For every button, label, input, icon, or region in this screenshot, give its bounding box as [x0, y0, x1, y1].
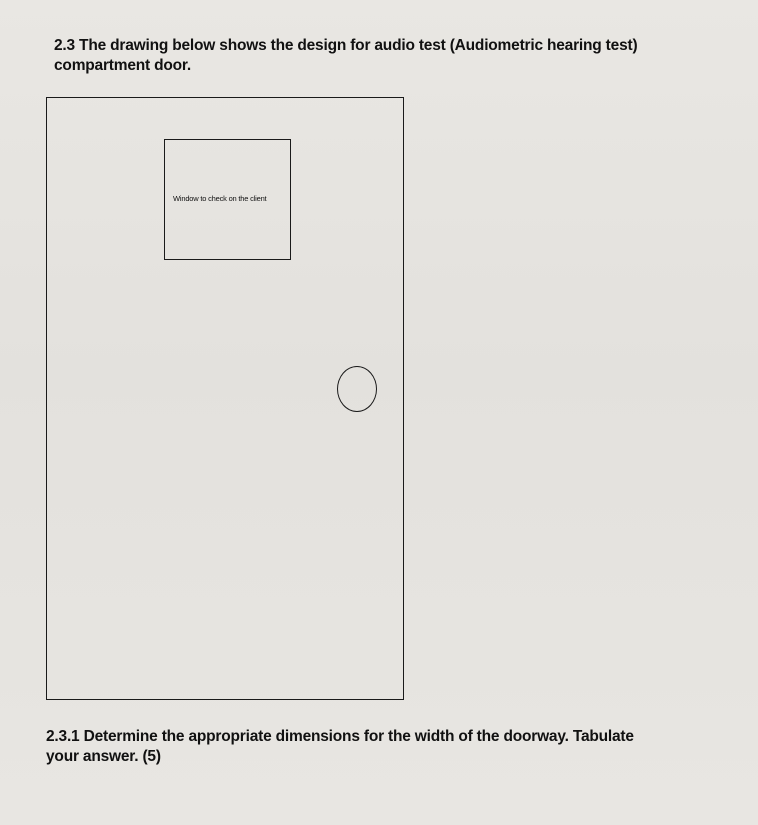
- question-heading-line-1: 2.3 The drawing below shows the design for audio test (Audiometric hearing test): [54, 37, 638, 54]
- sub-question-line-1: 2.3.1 Determine the appropriate dimensions for the width of the doorway. Tabulate: [46, 728, 634, 745]
- door-window: [164, 139, 291, 260]
- window-label: Window to check on the client: [173, 194, 267, 203]
- door-knob: [337, 366, 377, 412]
- door-drawing: [46, 97, 404, 700]
- sub-question: [46, 727, 736, 767]
- question-heading: [54, 36, 694, 76]
- question-heading-line-2: compartment door.: [54, 57, 191, 74]
- sub-question-line-2: your answer. (5): [46, 748, 161, 765]
